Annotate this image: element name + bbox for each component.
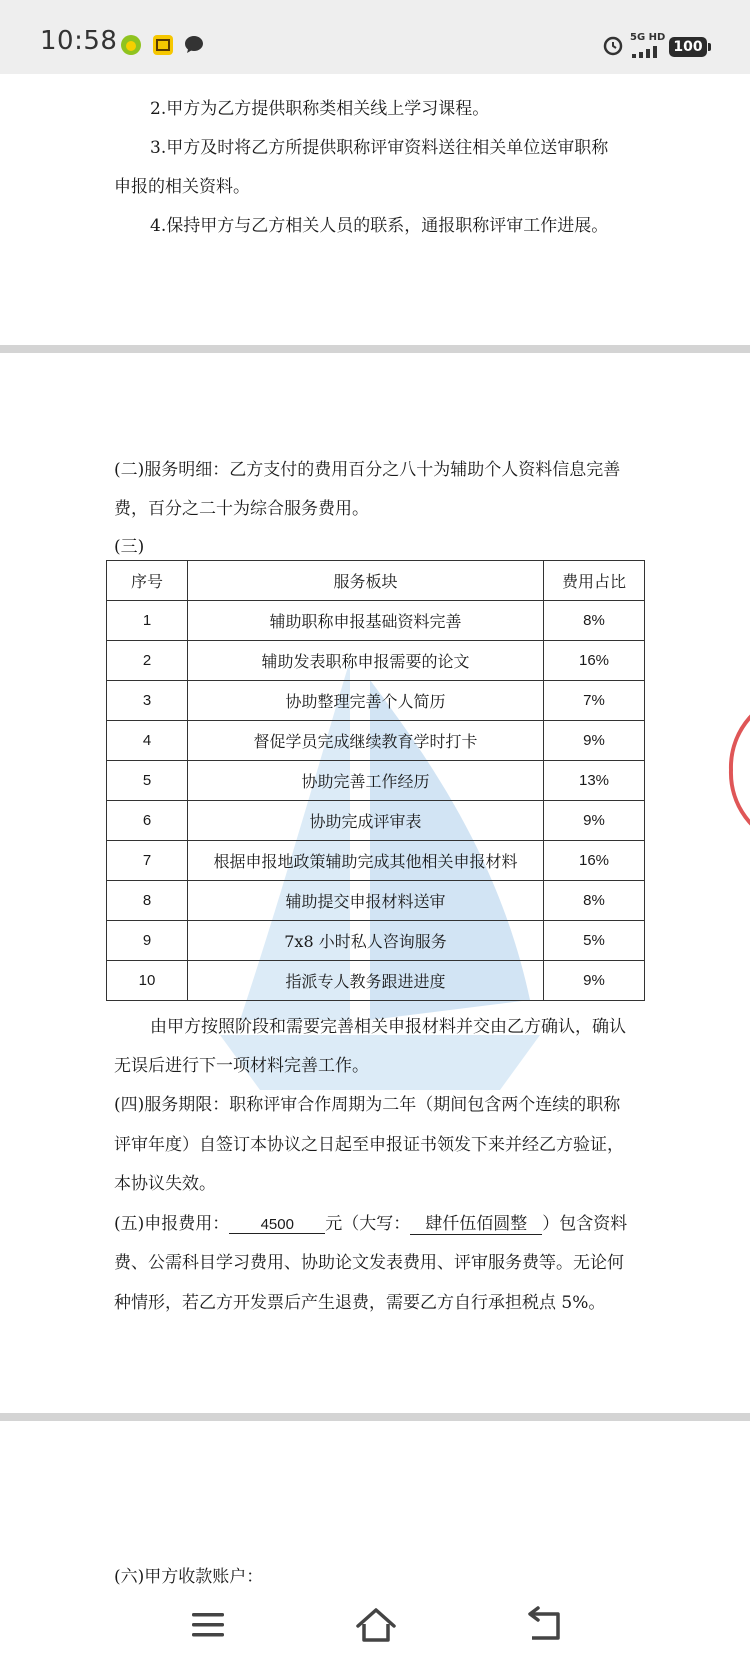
navigation-bar bbox=[0, 1590, 750, 1667]
cell-service: 督促学员完成继续教育学时打卡 bbox=[188, 721, 544, 761]
fee-line: 费、公需科目学习费用、协助论文发表费用、评审服务费等。无论何 bbox=[114, 1253, 624, 1273]
cell-index: 7 bbox=[107, 841, 188, 881]
cell-service: 协助完成评审表 bbox=[188, 801, 544, 841]
header-ratio: 费用占比 bbox=[544, 561, 645, 601]
cell-ratio: 16% bbox=[544, 641, 645, 681]
cell-service: 指派专人教务跟进进度 bbox=[188, 961, 544, 1001]
battery-icon: 100 bbox=[669, 37, 707, 57]
cell-index: 1 bbox=[107, 601, 188, 641]
table-row bbox=[107, 761, 645, 801]
section-heading: (三) bbox=[114, 537, 145, 557]
service-table bbox=[106, 560, 645, 1001]
service-detail-line: 费，百分之二十为综合服务费用。 bbox=[114, 499, 369, 519]
table-row bbox=[107, 601, 645, 641]
service-detail-line: (二)服务明细：乙方支付的费用百分之八十为辅助个人资料信息完善 bbox=[114, 460, 621, 480]
cell-ratio: 16% bbox=[544, 841, 645, 881]
fee-amount: 4500 bbox=[229, 1216, 325, 1234]
fee-label: (五)申报费用： bbox=[114, 1214, 230, 1234]
cell-index: 3 bbox=[107, 681, 188, 721]
cell-ratio: 9% bbox=[544, 721, 645, 761]
clause-line: 4.保持甲方与乙方相关人员的联系，通报职称评审工作进展。 bbox=[150, 216, 609, 236]
cell-ratio: 8% bbox=[544, 881, 645, 921]
fee-amount-uppercase: 肆仟伍佰圆整 bbox=[410, 1209, 542, 1235]
cell-service: 辅助提交申报材料送审 bbox=[188, 881, 544, 921]
page-separator bbox=[0, 1413, 750, 1421]
fee-suffix: ）包含资料 bbox=[542, 1214, 628, 1234]
status-time: 10:58 bbox=[40, 26, 118, 56]
cell-ratio: 5% bbox=[544, 921, 645, 961]
table-row bbox=[107, 841, 645, 881]
clause-line: 3.甲方及时将乙方所提供职称评审资料送往相关单位送审职称 bbox=[150, 138, 609, 158]
term-line: 本协议失效。 bbox=[114, 1174, 216, 1194]
home-icon[interactable] bbox=[350, 1600, 402, 1650]
cell-index: 2 bbox=[107, 641, 188, 681]
cell-index: 8 bbox=[107, 881, 188, 921]
clause-line: 2.甲方为乙方提供职称类相关线上学习课程。 bbox=[150, 99, 490, 119]
paragraph-line: 无误后进行下一项材料完善工作。 bbox=[114, 1056, 369, 1076]
cell-index: 10 bbox=[107, 961, 188, 1001]
table-row bbox=[107, 801, 645, 841]
table-row bbox=[107, 961, 645, 1001]
fee-mid: 元（大写： bbox=[325, 1214, 411, 1234]
fee-line bbox=[114, 1209, 627, 1235]
seal-stamp-icon bbox=[726, 690, 750, 850]
cell-service: 辅助职称申报基础资料完善 bbox=[188, 601, 544, 641]
menu-icon[interactable] bbox=[182, 1600, 234, 1650]
cell-index: 5 bbox=[107, 761, 188, 801]
table-row bbox=[107, 921, 645, 961]
table-header-row bbox=[107, 561, 645, 601]
chat-bubble-icon bbox=[183, 34, 205, 56]
term-line: 评审年度）自签订本协议之日起至申报证书领发下来并经乙方验证， bbox=[114, 1135, 624, 1155]
account-label: (六)甲方收款账户： bbox=[114, 1567, 264, 1587]
term-line: (四)服务期限：职称评审合作周期为二年（期间包含两个连续的职称 bbox=[114, 1095, 621, 1115]
cell-service: 协助完善工作经历 bbox=[188, 761, 544, 801]
signal-bars-icon bbox=[632, 46, 662, 58]
clause-line: 申报的相关资料。 bbox=[114, 177, 250, 197]
app-icon-green bbox=[120, 34, 142, 56]
alarm-clock-icon bbox=[602, 34, 624, 56]
table-row bbox=[107, 881, 645, 921]
cell-index: 4 bbox=[107, 721, 188, 761]
table-row bbox=[107, 681, 645, 721]
fee-line: 种情形，若乙方开发票后产生退费，需要乙方自行承担税点 5%。 bbox=[114, 1293, 606, 1313]
cell-service: 根据申报地政策辅助完成其他相关申报材料 bbox=[188, 841, 544, 881]
header-index: 序号 bbox=[107, 561, 188, 601]
cell-index: 9 bbox=[107, 921, 188, 961]
cell-ratio: 8% bbox=[544, 601, 645, 641]
table-row bbox=[107, 641, 645, 681]
status-bar bbox=[0, 0, 750, 74]
back-icon[interactable] bbox=[518, 1600, 570, 1650]
cell-service: 辅助发表职称申报需要的论文 bbox=[188, 641, 544, 681]
paragraph-line: 由甲方按照阶段和需要完善相关申报材料并交由乙方确认，确认 bbox=[150, 1017, 626, 1037]
cell-service: 7x8 小时私人咨询服务 bbox=[188, 921, 544, 961]
page-separator bbox=[0, 345, 750, 353]
cell-index: 6 bbox=[107, 801, 188, 841]
cell-service: 协助整理完善个人简历 bbox=[188, 681, 544, 721]
cell-ratio: 9% bbox=[544, 961, 645, 1001]
table-row bbox=[107, 721, 645, 761]
network-label: 5G HD bbox=[630, 32, 666, 43]
cell-ratio: 7% bbox=[544, 681, 645, 721]
app-icon-yellow bbox=[152, 34, 174, 56]
cell-ratio: 13% bbox=[544, 761, 645, 801]
cell-ratio: 9% bbox=[544, 801, 645, 841]
header-service: 服务板块 bbox=[188, 561, 544, 601]
